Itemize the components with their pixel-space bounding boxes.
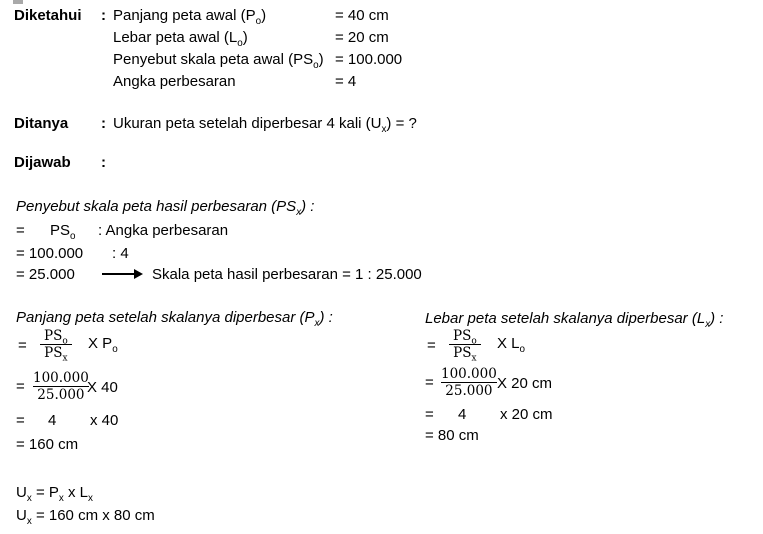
lebar-heading: Lebar peta setelah skalanya diperbesar $(L_x)$ : (425, 310, 724, 330)
lebar-frac2-eq: = (425, 374, 434, 391)
diketahui-item-3: Penyebut skala peta awal $(PS_o)$ (113, 51, 324, 71)
panjang-line3-eq: = (16, 412, 25, 429)
lebar-fraction-values (437, 366, 501, 399)
penyebut-line2-rhs: : 4 (112, 245, 129, 262)
fraction-denominator: $PS_x$ (40, 344, 71, 361)
lebar-frac2-mult: X 20 cm (497, 375, 553, 392)
diketahui-item-1: Panjang peta awal $(P_o)$ (113, 7, 267, 27)
diketahui-value-4: = 4 (335, 73, 357, 90)
panjang-frac1-mult: X $P_o$ (88, 335, 118, 355)
fraction-denominator: 25.000 (441, 382, 496, 399)
panjang-line3-mult: x 40 (90, 412, 119, 429)
diketahui-value-2: = 20 cm (335, 29, 389, 46)
diketahui-value-3: = 100.000 (335, 51, 403, 68)
penyebut-line2-lhs: = 100.000 (16, 245, 84, 262)
penyebut-line1-eq: = (16, 222, 25, 239)
fraction-numerator: 100.000 (33, 370, 89, 386)
diketahui-colon: : (101, 7, 106, 24)
fraction-denominator: 25.000 (33, 386, 88, 403)
panjang-fraction-values (29, 370, 93, 403)
lebar-frac1-eq: = (427, 337, 436, 354)
diketahui-item-2: Lebar peta awal $(L_o)$ (113, 29, 248, 49)
fraction-numerator: $PS_o$ (453, 328, 477, 347)
dijawab-label: Dijawab (14, 154, 71, 171)
diketahui-label: Diketahui (14, 7, 82, 24)
ditanya-colon: : (101, 115, 106, 132)
conclusion-formula: $U_x = P_x$ x $L_x$ (16, 484, 93, 504)
panjang-line3-val: 4 (48, 412, 57, 429)
diketahui-value-1: = 40 cm (335, 7, 389, 24)
conclusion-result: $U_x = 160$ cm x 80 cm (16, 507, 155, 527)
panjang-frac1-eq: = (18, 337, 27, 354)
right-arrow-icon (102, 273, 135, 275)
ditanya-text: Ukuran peta setelah diperbesar 4 kali $(U_x)$ = ? (113, 115, 417, 135)
penyebut-line3-lhs: = 25.000 (16, 266, 75, 283)
lebar-line3-mult: x 20 cm (500, 406, 553, 423)
lebar-result: = 80 cm (425, 427, 479, 444)
panjang-heading: Panjang peta setelah skalanya diperbesar $(P_x)$ : (16, 309, 333, 329)
gray-crop-mark (13, 0, 23, 4)
lebar-frac1-mult: X $L_o$ (497, 335, 526, 355)
panjang-fraction-symbols (40, 328, 72, 364)
fraction-numerator: 100.000 (441, 366, 497, 382)
lebar-line3-val: 4 (458, 406, 467, 423)
dijawab-colon: : (101, 154, 106, 171)
panjang-frac2-mult: X 40 (87, 379, 118, 396)
fraction-numerator: $PS_o$ (44, 328, 68, 347)
lebar-fraction-symbols (449, 328, 481, 364)
penyebut-heading: Penyebut skala peta hasil perbesaran $(PS_x)$ : (16, 198, 315, 218)
penyebut-line1-lhs: $PS_o$ (50, 222, 76, 242)
ditanya-label: Ditanya (14, 115, 69, 132)
panjang-frac2-eq: = (16, 378, 25, 395)
fraction-denominator: $PS_x$ (449, 344, 480, 361)
panjang-result: = 160 cm (16, 436, 79, 453)
lebar-line3-eq: = (425, 406, 434, 423)
diketahui-item-4: Angka perbesaran (113, 73, 236, 90)
penyebut-line1-rhs: : Angka perbesaran (98, 222, 229, 239)
penyebut-line3-note: Skala peta hasil perbesaran = 1 : 25.000 (152, 266, 422, 283)
